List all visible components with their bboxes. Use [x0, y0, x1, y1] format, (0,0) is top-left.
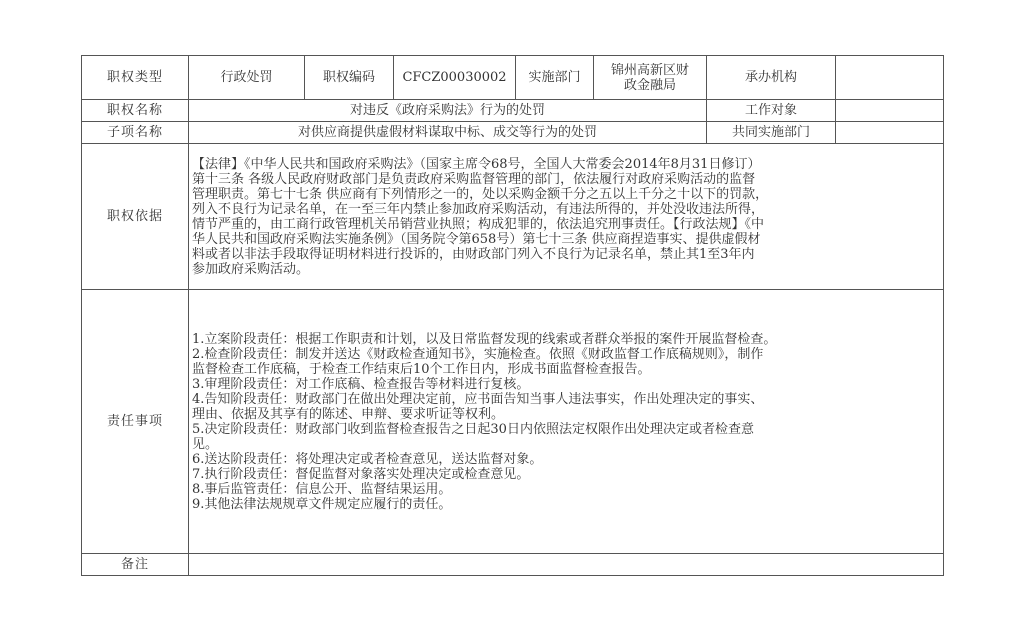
responsibility-line: 见。	[192, 436, 219, 452]
implementing-dept-value	[594, 56, 707, 100]
responsibility-line: 5.决定阶段责任：财政部门收到监督检查报告之日起30日内依照法定权限作出处理决定或者检查意	[192, 421, 754, 437]
responsibility-line: 3.审理阶段责任：对工作底稿、检查报告等材料进行复核。	[192, 376, 530, 392]
remark-value	[189, 554, 944, 576]
authority-type-label: 职权类型	[82, 56, 189, 100]
authority-type-value: 行政处罚	[189, 56, 305, 100]
table-row	[82, 554, 944, 576]
authority-code-label: 职权编码	[305, 56, 394, 100]
legal-basis-line: 情节严重的，由工商行政管理机关吊销营业执照；构成犯罪的，依法追究刑事责任。【行政法规】《中	[192, 216, 765, 232]
handling-org-value	[836, 56, 944, 100]
responsibility-line: 1.立案阶段责任：根据工作职责和计划，以及日常监督发现的线索或者群众举报的案件开展监督检查。	[192, 331, 777, 347]
responsibility-line: 9.其他法律法规规章文件规定应履行的责任。	[192, 496, 452, 512]
work-object-value	[836, 100, 944, 122]
joint-dept-value	[836, 122, 944, 144]
legal-basis-label: 职权依据	[82, 144, 189, 290]
responsibility-line: 7.执行阶段责任：督促监督对象落实处理决定或检查意见。	[192, 466, 530, 482]
table-row	[82, 100, 944, 122]
table-row	[82, 144, 944, 290]
legal-basis-line: 第十三条 各级人民政府财政部门是负责政府采购监督管理的部门，依法履行对政府采购活动的监督	[192, 171, 756, 187]
handling-org-label: 承办机构	[707, 56, 836, 100]
legal-basis-line: 华人民共和国政府采购法实施条例》（国务院令第658号）第七十三条 供应商捏造事实、提供虚假材	[192, 231, 761, 247]
remark-label: 备注	[82, 554, 189, 576]
responsibility-line: 8.事后监管责任：信息公开、监督结果运用。	[192, 481, 452, 497]
responsibility-line: 6.送达阶段责任：将处理决定或者检查意见，送达监督对象。	[192, 451, 543, 467]
authority-table	[81, 55, 944, 576]
authority-name-value: 对违反《政府采购法》行为的处罚	[189, 100, 707, 122]
work-object-label: 工作对象	[707, 100, 836, 122]
implementing-dept-label: 实施部门	[516, 56, 594, 100]
legal-basis-line: 参加政府采购活动。	[192, 261, 310, 277]
legal-basis-line: 料或者以非法手段取得证明材料进行投诉的，由财政部门列入不良行为记录名单，禁止其1至3年内	[192, 246, 755, 262]
responsibility-line: 理由、依据及其享有的陈述、申辩、要求听证等权利。	[192, 406, 505, 422]
sub-item-name-label: 子项名称	[82, 122, 189, 144]
responsibility-line: 2.检查阶段责任：制发并送达《财政检查通知书》，实施检查。依照《财政监督工作底稿规则》，制作	[192, 346, 764, 362]
table-row	[82, 56, 944, 100]
authority-name-label: 职权名称	[82, 100, 189, 122]
legal-basis-line: 管理职责。第七十七条 供应商有下列情形之一的，处以采购金额千分之五以上千分之十以下的罚款，	[192, 186, 769, 202]
table-row	[82, 290, 944, 554]
legal-basis-text	[189, 144, 944, 290]
responsibility-line: 监督检查工作底稿，于检查工作结束后10个工作日内，形成书面监督检查报告。	[192, 361, 651, 377]
implementing-dept-value-line: 锦州高新区财	[610, 62, 689, 78]
authority-code-value: CFCZ00030002	[394, 56, 516, 100]
legal-basis-line: 【法律】《中华人民共和国政府采购法》（国家主席令68号，全国人大常委会2014年8月31日修订）	[192, 156, 761, 172]
sub-item-name-value: 对供应商提供虚假材料谋取中标、成交等行为的处罚	[189, 122, 707, 144]
implementing-dept-value-line: 政金融局	[623, 77, 676, 93]
legal-basis-line: 列入不良行为记录名单，在一至三年内禁止参加政府采购活动，有违法所得的，并处没收违法所得，	[192, 201, 765, 217]
table-row	[82, 122, 944, 144]
responsibility-label: 责任事项	[82, 290, 189, 554]
joint-dept-label: 共同实施部门	[707, 122, 836, 144]
responsibility-line: 4.告知阶段责任：财政部门在做出处理决定前，应书面告知当事人违法事实，作出处理决定的事实、	[192, 391, 764, 407]
responsibility-text	[189, 290, 944, 554]
